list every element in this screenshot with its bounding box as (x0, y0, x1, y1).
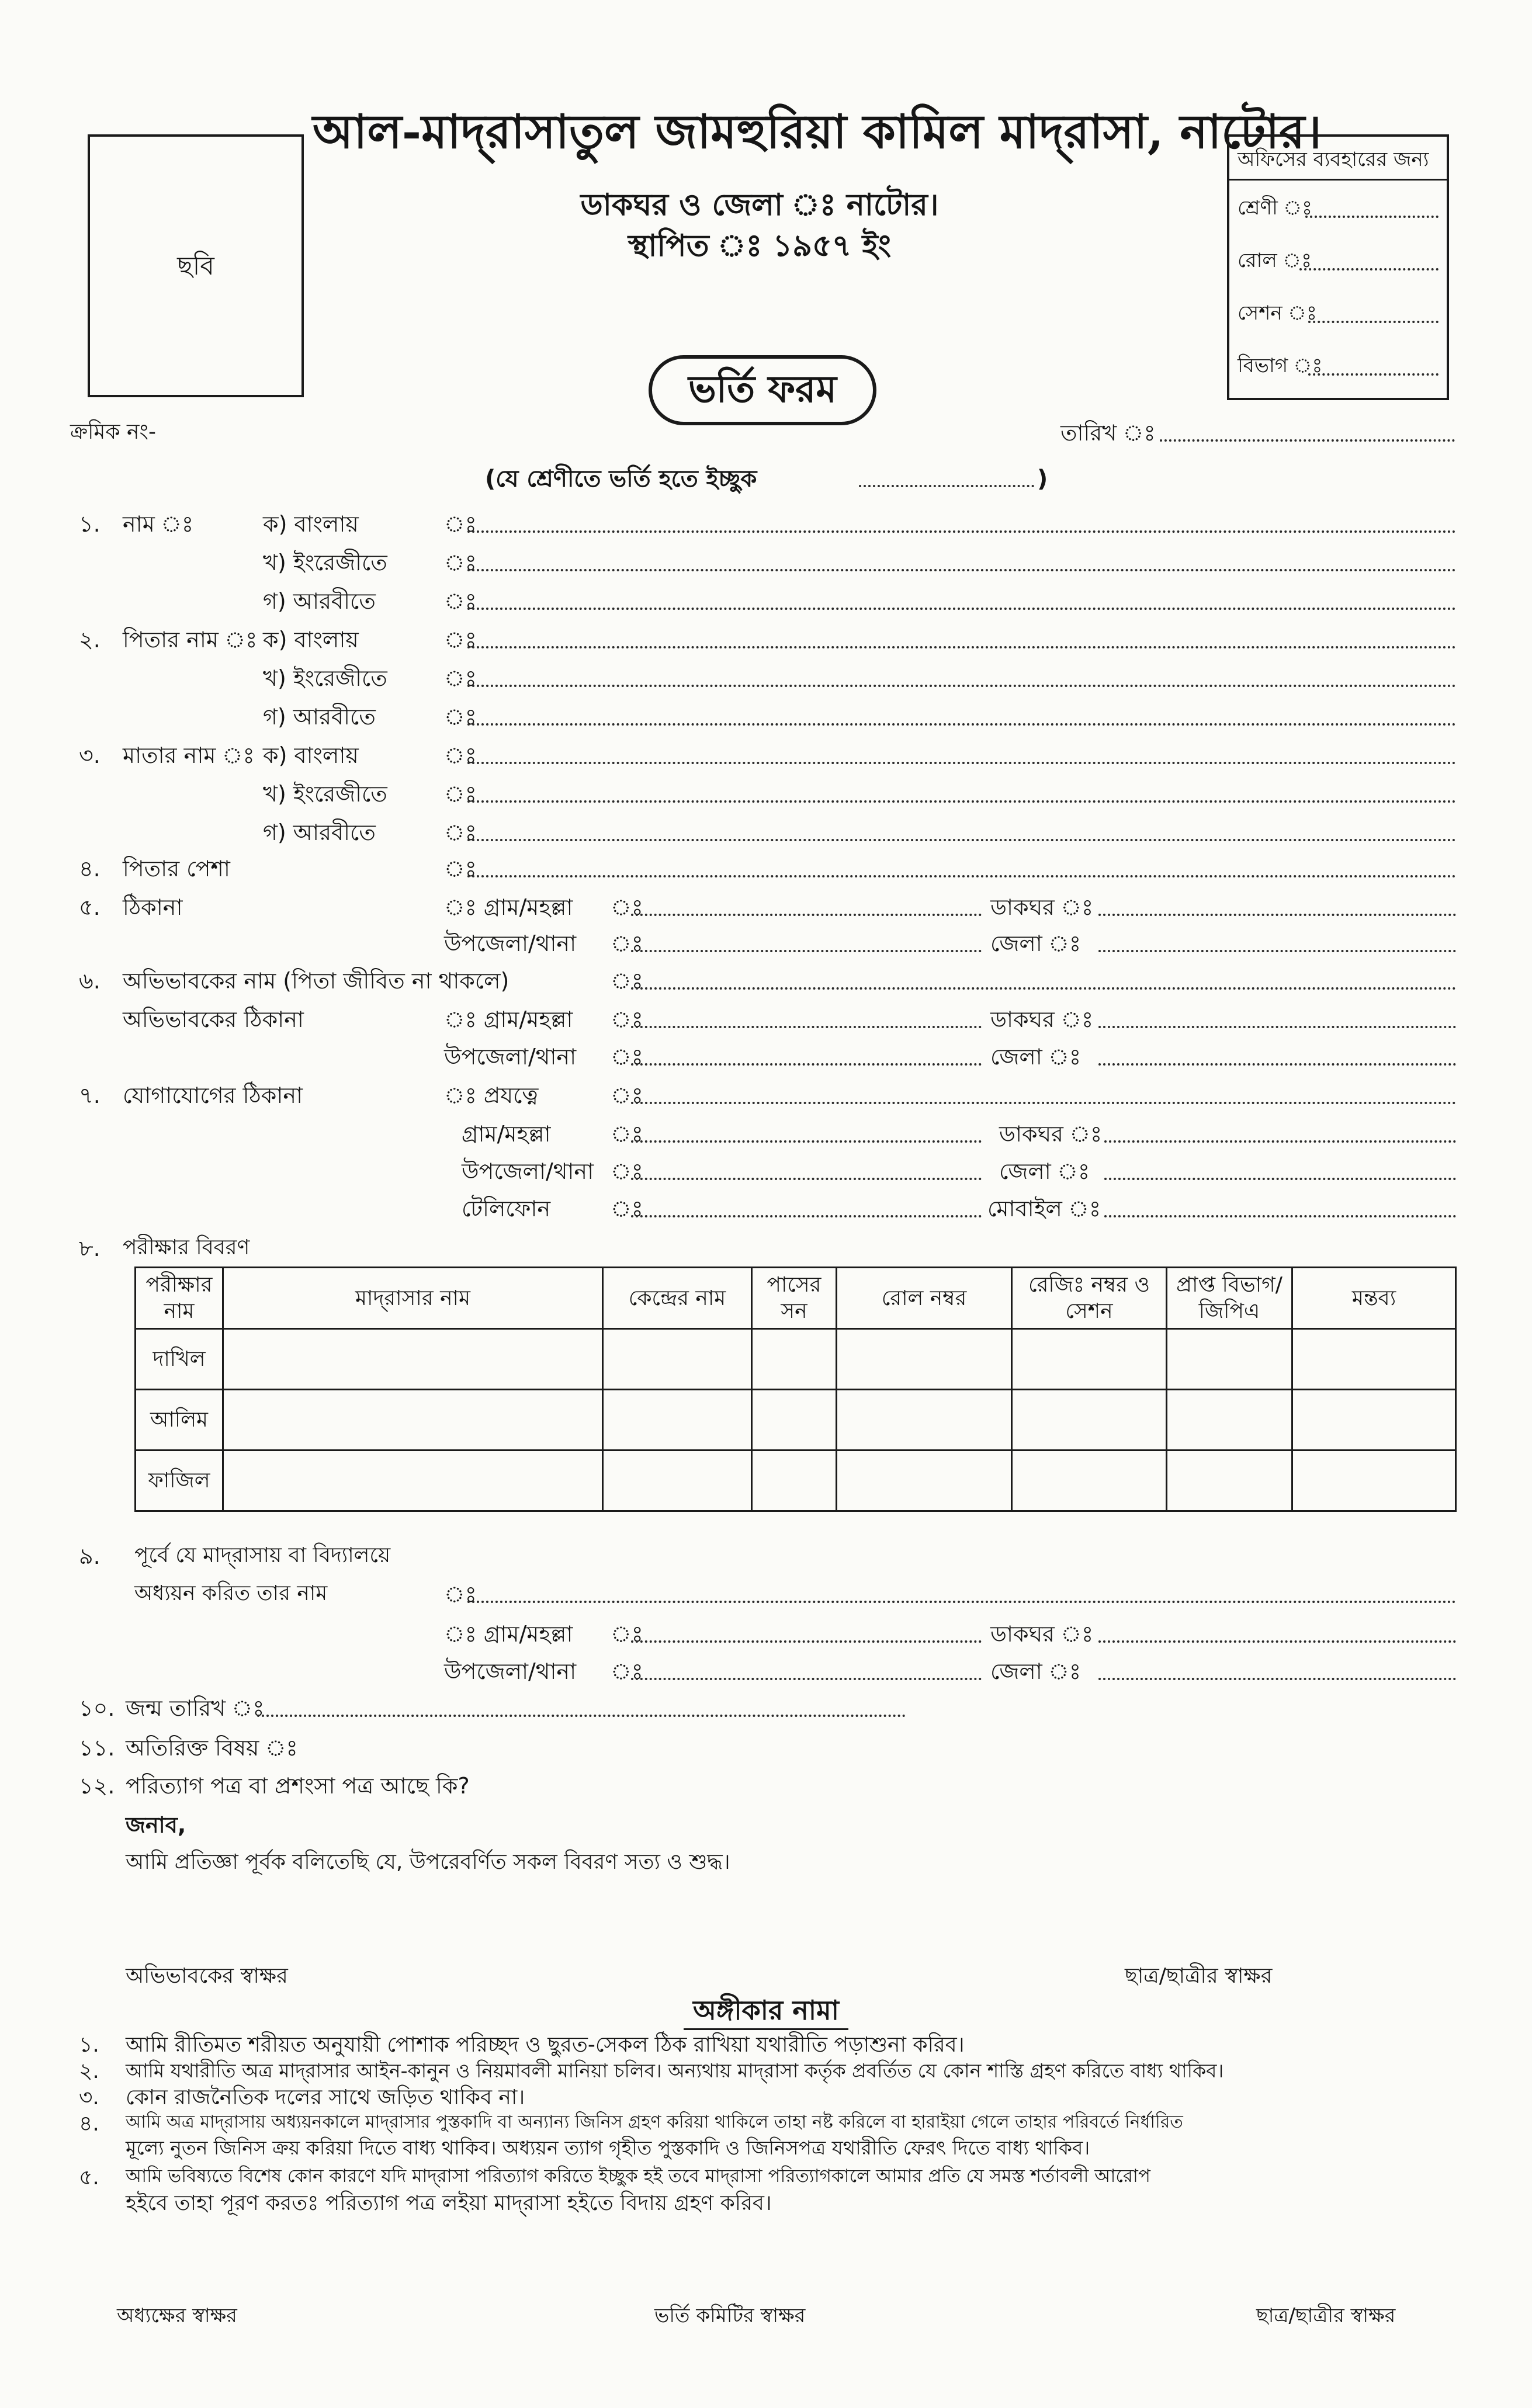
previous-upazila-label: উপজেলা/থানা (444, 1658, 577, 1684)
mother-bangla-line[interactable] (467, 762, 1456, 764)
table-cell[interactable] (752, 1329, 837, 1390)
guardian-upazila-colon: ঃ (611, 1044, 643, 1070)
section-8-label: পরীক্ষার বিবরণ (123, 1236, 250, 1259)
exam-col-division-gpa: প্রাপ্ত বিভাগ/ জিপিএ (1167, 1268, 1292, 1329)
pledge-title: অঙ্গীকার নামা (692, 1994, 840, 2026)
section-12-label: পরিত্যাগ পত্র বা প্রশংসা পত্র আছে কি? (126, 1773, 470, 1799)
principal-signature-label: অধ্যক্ষের স্বাক্ষর (117, 2304, 237, 2327)
section-1-label: নাম ঃ (123, 511, 194, 537)
section-8-number: ৮. (79, 1236, 100, 1261)
pledge-item-4-text-1: আমি অত্র মাদ্‌রাসায় অধ্যয়নকালে মাদ্‌রাসার পুস্তকাদি বা অন্যান্য জিনিস গ্রহণ করিয়া থাকিলে তাহা নষ্ট করিলে বা হারাইয়া গেলে তাহার পরিবর্তে নির্ধারিত (126, 2112, 1183, 2132)
guardian-village-line[interactable] (631, 1026, 982, 1028)
exam-table-header-row (136, 1268, 1456, 1329)
table-cell[interactable] (603, 1329, 752, 1390)
name-arabic-label: গ) আরবীতে (263, 588, 376, 614)
table-row (136, 1329, 1456, 1390)
name-bangla-colon: ঃ (444, 511, 477, 537)
office-field-session-line[interactable] (1308, 321, 1439, 323)
table-cell[interactable] (223, 1451, 603, 1511)
guardian-postoffice-line[interactable] (1098, 1026, 1456, 1028)
institution-title: আল-মাদ্‌রাসাতুল জামহুরিয়া কামিল মাদ্‌রাসা, নাটোর। (313, 104, 1322, 159)
exam-col-registration-session: রেজিঃ নম্বর ও সেশন (1012, 1268, 1167, 1329)
exam-details-table (134, 1267, 1457, 1512)
table-cell[interactable] (223, 1390, 603, 1451)
exam-row-dakhil: দাখিল (136, 1329, 223, 1390)
contact-postoffice-label: ডাকঘর ঃ (999, 1121, 1103, 1147)
photo-box (88, 134, 304, 397)
section-6-label: অভিভাবকের নাম (পিতা জীবিত না থাকলে) (123, 968, 509, 994)
section-9-label: পূর্বে যে মাদ্‌রাসায় বা বিদ্যালয়ে (134, 1543, 391, 1567)
section-5-label: ঠিকানা (123, 894, 183, 920)
contact-careof-line[interactable] (631, 1102, 1456, 1104)
pledge-item-4-number: ৪. (79, 2112, 99, 2136)
name-english-colon: ঃ (444, 550, 477, 575)
contact-mobile-line[interactable] (1104, 1215, 1456, 1217)
previous-village-colon: ঃ (611, 1621, 643, 1647)
guardian-upazila-line[interactable] (631, 1063, 982, 1066)
guardian-village-colon: ঃ (611, 1007, 643, 1032)
office-field-department: বিভাগ ঃ (1238, 354, 1323, 377)
contact-district-label: জেলা ঃ (999, 1158, 1090, 1184)
address-district-line[interactable] (1098, 950, 1456, 952)
previous-upazila-colon: ঃ (611, 1658, 643, 1684)
name-arabic-line[interactable] (467, 608, 1456, 610)
father-arabic-label: গ) আরবীতে (263, 704, 376, 730)
office-field-department-line[interactable] (1308, 373, 1439, 376)
father-english-line[interactable] (467, 685, 1456, 687)
contact-mobile-label: মোবাইল ঃ (987, 1196, 1101, 1222)
section-10-number: ১০. (79, 1695, 115, 1721)
section-3-label: মাতার নাম ঃ (123, 742, 255, 768)
section-4-label: পিতার পেশা (123, 856, 230, 882)
table-cell[interactable] (837, 1390, 1012, 1451)
pledge-item-1-text: আমি রীতিমত শরীয়ত অনুযায়ী পোশাক পরিচ্ছদ ও ছুরত-সেকল ঠিক রাখিয়া যথারীতি পড়াশুনা করিব। (126, 2033, 965, 2057)
section-4-number: ৪. (79, 856, 100, 882)
exam-col-remarks: মন্তব্য (1292, 1268, 1456, 1329)
pledge-item-2-number: ২. (79, 2059, 99, 2083)
father-bangla-colon: ঃ (444, 627, 477, 653)
section-6-number: ৬. (79, 968, 100, 994)
previous-district-label: জেলা ঃ (990, 1658, 1082, 1684)
mother-english-line[interactable] (467, 800, 1456, 803)
exam-col-center-name: কেন্দ্রের নাম (603, 1268, 752, 1329)
office-field-session: সেশন ঃ (1238, 301, 1318, 325)
address-upazila-label: উপজেলা/থানা (444, 931, 577, 956)
office-field-roll: রোল ঃ (1238, 249, 1312, 272)
previous-village-label: ঃ গ্রাম/মহল্লা (444, 1621, 573, 1647)
table-cell[interactable] (1012, 1451, 1167, 1511)
address-village-line[interactable] (631, 914, 982, 916)
section-9-number: ৯. (79, 1543, 100, 1569)
address-district-label: জেলা ঃ (990, 931, 1082, 956)
contact-telephone-label: টেলিফোন (462, 1196, 551, 1222)
table-cell[interactable] (603, 1451, 752, 1511)
previous-institution-line[interactable] (467, 1601, 1456, 1603)
contact-careof-colon: ঃ (611, 1082, 643, 1108)
address-postoffice-line[interactable] (1098, 914, 1456, 916)
date-label: তারিখ ঃ (1060, 420, 1156, 446)
table-row (136, 1390, 1456, 1451)
father-arabic-colon: ঃ (444, 704, 477, 730)
guardian-district-line[interactable] (1098, 1063, 1456, 1066)
name-arabic-colon: ঃ (444, 588, 477, 614)
date-line[interactable] (1160, 439, 1455, 442)
declaration-salutation: জনাব, (126, 1812, 186, 1838)
contact-district-line[interactable] (1104, 1178, 1456, 1180)
table-cell[interactable] (837, 1451, 1012, 1511)
contact-upazila-line[interactable] (631, 1178, 982, 1180)
office-use-heading: অফিসের ব্যবহারের জন্য (1238, 148, 1429, 171)
section-5-number: ৫. (79, 894, 100, 920)
pledge-title-underline (684, 2028, 848, 2030)
table-cell[interactable] (1012, 1329, 1167, 1390)
contact-upazila-colon: ঃ (611, 1158, 643, 1184)
exam-row-fazil: ফাজিল (136, 1451, 223, 1511)
section-1-number: ১. (79, 511, 100, 537)
table-cell[interactable] (1292, 1390, 1456, 1451)
desired-class-line[interactable] (859, 485, 1034, 487)
pledge-item-4-text-2: মূল্যে নুতন জিনিস ক্রয় করিয়া দিতে বাধ্য থাকিব। অধ্যয়ন ত্যাগ গৃহীত পুস্তকাদি ও জিনিসপত্র যথারীতি ফেরৎ দিতে বাধ্য থাকিব। (126, 2136, 1090, 2159)
address-village-colon: ঃ (611, 894, 643, 920)
mother-english-label: খ) ইংরেজীতে (263, 781, 387, 807)
section-10-label: জন্ম তারিখ ঃ (126, 1695, 265, 1721)
table-cell[interactable] (752, 1390, 837, 1451)
admission-committee-signature-label: ভর্তি কমিটির স্বাক্ষর (654, 2304, 806, 2327)
table-cell[interactable] (1167, 1451, 1292, 1511)
section-2-number: ২. (79, 627, 100, 653)
contact-telephone-line[interactable] (631, 1215, 982, 1217)
pledge-item-5-text-1: আমি ভবিষ্যতে বিশেষ কোন কারণে যদি মাদ্‌রাসা পরিত্যাগ করিতে ইচ্ছুক হই তবে মাদ্‌রাসা পরিত্যাগকালে আমার প্রতি যে সমস্ত শর্তাবলী আরোপ (126, 2166, 1150, 2187)
office-field-class-line[interactable] (1305, 216, 1439, 218)
section-2-label: পিতার নাম ঃ (123, 627, 258, 653)
section-12-number: ১২. (79, 1773, 115, 1799)
pledge-item-5-number: ৫. (79, 2166, 99, 2190)
pledge-item-2-text: আমি যথারীতি অত্র মাদ্‌রাসার আইন-কানুন ও নিয়মাবলী মানিয়া চলিব। অন্যথায় মাদ্‌রাসা কর্তৃক প্রবর্তিত যে কোন শাস্তি গ্রহণ করিতে বাধ্য থাকিব। (126, 2059, 1224, 2082)
office-field-class: শ্রেণী ঃ (1238, 196, 1313, 220)
previous-district-line[interactable] (1098, 1678, 1456, 1680)
serial-number-label: ক্রমিক নং- (70, 420, 156, 444)
table-cell[interactable] (752, 1451, 837, 1511)
previous-village-line[interactable] (631, 1640, 982, 1643)
exam-col-exam-name: পরীক্ষার নাম (136, 1268, 223, 1329)
previous-institution-colon: ঃ (444, 1581, 477, 1607)
guardian-upazila-label: উপজেলা/থানা (444, 1044, 577, 1070)
guardian-district-label: জেলা ঃ (990, 1044, 1082, 1070)
office-heading-underline (1229, 179, 1447, 181)
table-cell[interactable] (1012, 1390, 1167, 1451)
contact-careof-label: ঃ প্রযত্নে (444, 1082, 539, 1108)
father-english-label: খ) ইংরেজীতে (263, 665, 387, 691)
section-7-label: যোগাযোগের ঠিকানা (123, 1082, 303, 1108)
table-cell[interactable] (223, 1329, 603, 1390)
mother-bangla-label: ক) বাংলায় (263, 742, 359, 768)
table-cell[interactable] (1167, 1390, 1292, 1451)
guardian-signature-label: অভিভাবকের স্বাক্ষর (126, 1964, 288, 1988)
exam-col-roll-number: রোল নম্বর (837, 1268, 1012, 1329)
guardian-village-label: ঃ গ্রাম/মহল্লা (444, 1007, 573, 1032)
address-upazila-line[interactable] (631, 950, 982, 952)
father-occupation-colon: ঃ (444, 856, 477, 882)
mother-arabic-line[interactable] (467, 839, 1456, 841)
desired-class-label: (যে শ্রেণীতে ভর্তি হতে ইচ্ছুক (485, 466, 757, 492)
mother-english-colon: ঃ (444, 781, 477, 807)
form-title: ভর্তি ফরম (688, 367, 837, 411)
father-english-colon: ঃ (444, 665, 477, 691)
name-bangla-line[interactable] (467, 530, 1456, 533)
photo-label: ছবি (177, 251, 214, 281)
father-bangla-line[interactable] (467, 646, 1456, 648)
mother-bangla-colon: ঃ (444, 742, 477, 768)
mother-arabic-colon: ঃ (444, 820, 477, 845)
footer-student-signature-label: ছাত্র/ছাত্রীর স্বাক্ষর (1256, 2304, 1396, 2327)
desired-class-close: ) (1037, 466, 1048, 492)
name-english-line[interactable] (467, 569, 1456, 571)
exam-col-madrasa-name: মাদ্‌রাসার নাম (223, 1268, 603, 1329)
father-arabic-line[interactable] (467, 723, 1456, 726)
guardian-address-label: অভিভাবকের ঠিকানা (123, 1007, 304, 1032)
birth-date-line[interactable] (257, 1715, 906, 1717)
guardian-name-line[interactable] (631, 987, 1456, 990)
address-postoffice-label: ডাকঘর ঃ (990, 894, 1094, 920)
exam-col-pass-year: পাসের সন (752, 1268, 837, 1329)
student-signature-label: ছাত্র/ছাত্রীর স্বাক্ষর (1125, 1964, 1273, 1988)
section-9-label-2: অধ্যয়ন করিত তার নাম (134, 1581, 328, 1605)
contact-village-colon: ঃ (611, 1121, 643, 1147)
section-11-label: অতিরিক্ত বিষয় ঃ (126, 1735, 298, 1761)
office-use-box (1227, 134, 1449, 400)
section-11-number: ১১. (79, 1735, 115, 1761)
name-bangla-label: ক) বাংলায় (263, 511, 359, 537)
guardian-postoffice-label: ডাকঘর ঃ (990, 1007, 1094, 1032)
name-english-label: খ) ইংরেজীতে (263, 550, 387, 575)
guardian-name-colon: ঃ (611, 968, 643, 994)
established-line: স্থাপিত ঃ ১৯৫৭ ইং (628, 228, 892, 263)
section-7-number: ৭. (79, 1082, 100, 1108)
father-occupation-line[interactable] (467, 875, 1456, 877)
contact-upazila-label: উপজেলা/থানা (462, 1158, 594, 1184)
table-cell[interactable] (603, 1390, 752, 1451)
father-bangla-label: ক) বাংলায় (263, 627, 359, 653)
section-3-number: ৩. (79, 742, 100, 768)
post-district-line: ডাকঘর ও জেলা ঃ নাটোর। (580, 188, 939, 223)
table-cell[interactable] (837, 1329, 1012, 1390)
table-row (136, 1451, 1456, 1511)
contact-village-line[interactable] (631, 1140, 982, 1143)
pledge-item-3-number: ৩. (79, 2086, 99, 2109)
contact-postoffice-line[interactable] (1104, 1140, 1456, 1143)
table-cell[interactable] (1167, 1329, 1292, 1390)
previous-postoffice-line[interactable] (1098, 1640, 1456, 1643)
pledge-item-3-text: কোন রাজনৈতিক দলের সাথে জড়িত থাকিব না। (126, 2086, 525, 2109)
pledge-item-5-text-2: হইবে তাহা পূরণ করতঃ পরিত্যাগ পত্র লইয়া মাদ্‌রাসা হইতে বিদায় গ্রহণ করিব। (126, 2191, 772, 2215)
table-cell[interactable] (1292, 1329, 1456, 1390)
address-village-label: ঃ গ্রাম/মহল্লা (444, 894, 573, 920)
previous-upazila-line[interactable] (631, 1678, 982, 1680)
mother-arabic-label: গ) আরবীতে (263, 820, 376, 845)
contact-telephone-colon: ঃ (611, 1196, 643, 1222)
contact-village-label: গ্রাম/মহল্লা (462, 1121, 551, 1147)
declaration-text: আমি প্রতিজ্ঞা পূর্বক বলিতেছি যে, উপরেবর্ণিত সকল বিবরণ সত্য ও শুদ্ধ। (126, 1850, 730, 1874)
pledge-item-1-number: ১. (79, 2033, 99, 2057)
office-field-roll-line[interactable] (1299, 268, 1439, 270)
exam-row-alim: আলিম (136, 1390, 223, 1451)
table-cell[interactable] (1292, 1451, 1456, 1511)
address-upazila-colon: ঃ (611, 931, 643, 956)
previous-postoffice-label: ডাকঘর ঃ (990, 1621, 1094, 1647)
